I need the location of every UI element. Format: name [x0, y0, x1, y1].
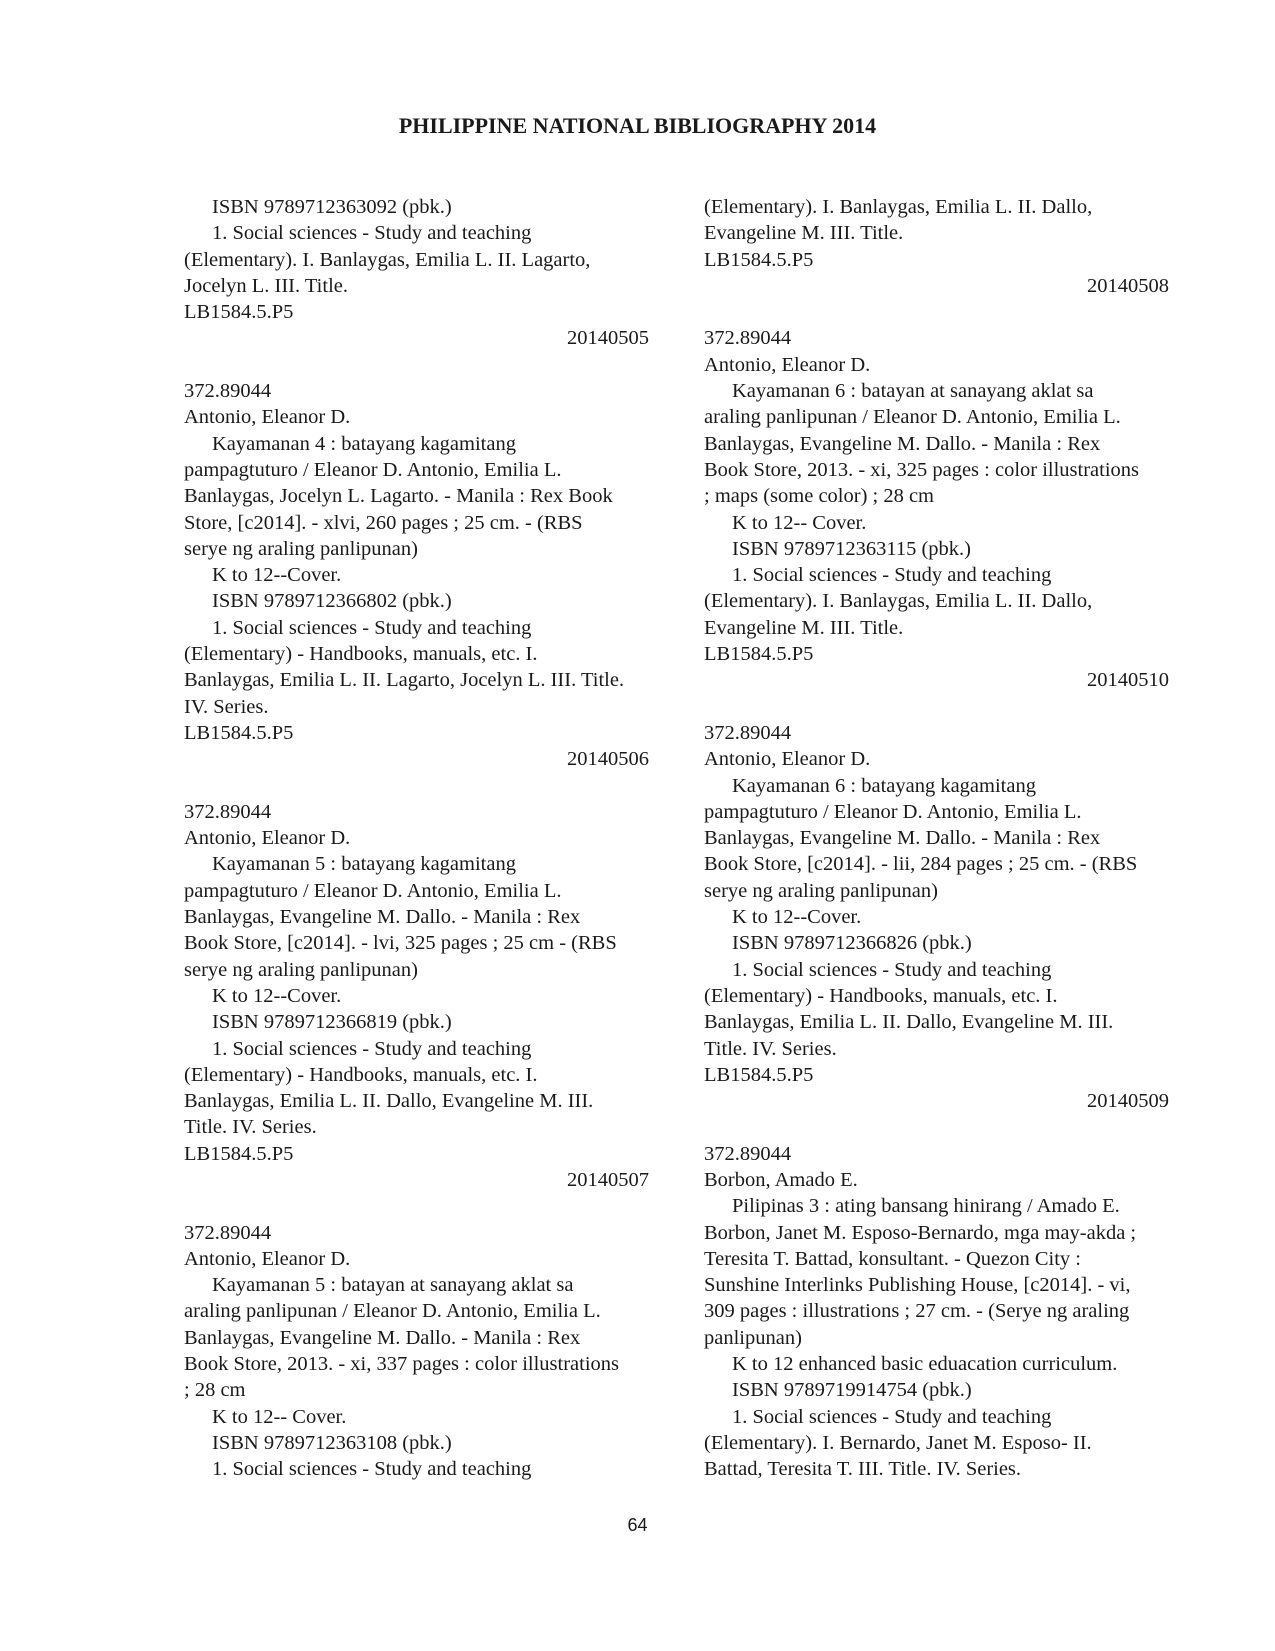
entry-line: Banlaygas, Emilia L. II. Dallo, Evangeline M. III.: [184, 1090, 594, 1113]
entry-line: LB1584.5.P5: [704, 643, 814, 666]
entry-line: Banlaygas, Jocelyn L. Lagarto. - Manila : Rex Book: [184, 485, 613, 508]
entry-line: (Elementary) - Handbooks, manuals, etc. I.: [704, 984, 1058, 1007]
entry-separator: [704, 299, 1174, 325]
entry-line: (Elementary) - Handbooks, manuals, etc. I.: [184, 643, 538, 666]
record-control-number: 20140508: [1087, 274, 1169, 297]
entry-line: (Elementary). I. Bernardo, Janet M. Esposo- II.: [704, 1431, 1092, 1454]
entry-line: Antonio, Eleanor D.: [184, 1247, 351, 1270]
entry-line: araling panlipunan / Eleanor D. Antonio, Emilia L.: [704, 406, 1121, 429]
record-control-number: 20140505: [567, 327, 649, 350]
entry-line: Banlaygas, Emilia L. II. Dallo, Evangeline M. III.: [704, 1011, 1114, 1034]
entry-line: (Elementary). I. Banlaygas, Emilia L. II. Dallo,: [704, 196, 1093, 218]
entry-line: 1. Social sciences - Study and teaching: [212, 222, 532, 245]
entry-line: K to 12--Cover.: [212, 984, 342, 1007]
entry-line: 1. Social sciences - Study and teaching: [732, 564, 1052, 587]
entry-line: LB1584.5.P5: [704, 1063, 814, 1086]
entry-line: K to 12--Cover.: [212, 564, 342, 587]
entry-line: Kayamanan 6 : batayan at sanayang aklat sa: [732, 380, 1094, 403]
entry-line: ISBN 9789712363108 (pbk.): [212, 1431, 452, 1454]
entry-line: pampagtuturo / Eleanor D. Antonio, Emilia L.: [184, 879, 562, 902]
entry-line: 372.89044: [184, 800, 272, 823]
entry-line: 372.89044: [704, 1142, 792, 1165]
entry-separator: [184, 352, 654, 378]
entry-line: Evangeline M. III. Title.: [704, 222, 904, 245]
record-control-number: 20140510: [1087, 669, 1169, 692]
entry-line: LB1584.5.P5: [184, 1142, 294, 1165]
page-number: 64: [627, 1515, 648, 1535]
entry-line: IV. Series.: [184, 695, 269, 718]
entry-line: K to 12--Cover.: [732, 906, 862, 929]
entry-line: Banlaygas, Evangeline M. Dallo. - Manila : Rex: [704, 432, 1101, 455]
entry-line: Borbon, Janet M. Esposo-Bernardo, mga may-akda ;: [704, 1221, 1137, 1244]
entry-line: (Elementary). I. Banlaygas, Emilia L. II. Lagarto,: [184, 248, 591, 271]
entry-line: 372.89044: [184, 380, 272, 403]
entry-line: (Elementary). I. Banlaygas, Emilia L. II. Dallo,: [704, 590, 1093, 613]
entry-line: ; 28 cm: [184, 1379, 246, 1402]
entry-line: Borbon, Amado E.: [704, 1168, 858, 1191]
entry-line: K to 12 enhanced basic eduacation curriculum.: [732, 1353, 1118, 1376]
entry-line: Store, [c2014]. - xlvi, 260 pages ; 25 cm. - (RBS: [184, 511, 583, 534]
entry-line: Evangeline M. III. Title.: [704, 616, 904, 639]
entry-line: K to 12-- Cover.: [732, 511, 867, 534]
entry-line: Kayamanan 5 : batayang kagamitang: [212, 853, 516, 876]
entry-line: ISBN 9789719914754 (pbk.): [732, 1379, 972, 1402]
entry-line: Banlaygas, Evangeline M. Dallo. - Manila : Rex: [704, 827, 1101, 850]
entry-line: ISBN 9789712366802 (pbk.): [212, 590, 452, 613]
entry-line: pampagtuturo / Eleanor D. Antonio, Emilia L.: [704, 800, 1082, 823]
record-control-number: 20140506: [567, 748, 649, 771]
entry-line: ISBN 9789712363115 (pbk.): [732, 537, 971, 560]
entry-line: araling panlipunan / Eleanor D. Antonio, Emilia L.: [184, 1300, 601, 1323]
record-control-number: 20140509: [1087, 1090, 1169, 1113]
entry-line: Sunshine Interlinks Publishing House, [c2014]. - vi,: [704, 1274, 1131, 1297]
entry-line: (Elementary) - Handbooks, manuals, etc. I.: [184, 1063, 538, 1086]
entry-line: LB1584.5.P5: [704, 248, 814, 271]
entry-line: 372.89044: [184, 1221, 272, 1244]
right-column: [704, 194, 1174, 1483]
entry-separator: [704, 1114, 1174, 1140]
entry-line: Kayamanan 6 : batayang kagamitang: [732, 774, 1036, 797]
entry-line: Jocelyn L. III. Title.: [184, 274, 348, 297]
entry-line: ISBN 9789712366819 (pbk.): [212, 1011, 452, 1034]
entry-line: Antonio, Eleanor D.: [184, 827, 351, 850]
entry-line: Banlaygas, Evangeline M. Dallo. - Manila : Rex: [184, 1326, 581, 1349]
entry-line: panlipunan): [704, 1326, 802, 1349]
entry-line: 1. Social sciences - Study and teaching: [212, 1458, 532, 1481]
left-column: [184, 194, 654, 1483]
entry-line: serye ng araling panlipunan): [184, 958, 418, 981]
entry-line: ISBN 9789712363092 (pbk.): [212, 196, 452, 218]
entry-line: LB1584.5.P5: [184, 301, 294, 324]
entry-line: Kayamanan 4 : batayang kagamitang: [212, 432, 516, 455]
entry-line: K to 12-- Cover.: [212, 1405, 347, 1428]
entry-line: 309 pages : illustrations ; 27 cm. - (Serye ng araling: [704, 1300, 1130, 1323]
record-control-number: 20140507: [567, 1168, 649, 1191]
entry-separator: [184, 773, 654, 799]
entry-line: 1. Social sciences - Study and teaching: [212, 616, 532, 639]
entry-line: Teresita T. Battad, konsultant. - Quezon City :: [704, 1247, 1081, 1270]
entry-line: LB1584.5.P5: [184, 721, 294, 744]
entry-line: 1. Social sciences - Study and teaching: [732, 1405, 1052, 1428]
entry-line: Antonio, Eleanor D.: [184, 406, 351, 429]
entry-line: serye ng araling panlipunan): [184, 537, 418, 560]
entry-separator: [704, 694, 1174, 720]
entry-line: 1. Social sciences - Study and teaching: [212, 1037, 532, 1060]
entry-line: Antonio, Eleanor D.: [704, 748, 871, 771]
entry-line: serye ng araling panlipunan): [704, 879, 938, 902]
entry-line: Banlaygas, Emilia L. II. Lagarto, Jocelyn L. III. Title.: [184, 669, 625, 692]
page-header: PHILIPPINE NATIONAL BIBLIOGRAPHY 2014: [398, 113, 877, 138]
entry-line: pampagtuturo / Eleanor D. Antonio, Emilia L.: [184, 458, 562, 481]
entry-line: Battad, Teresita T. III. Title. IV. Series.: [704, 1458, 1022, 1481]
entry-line: Book Store, 2013. - xi, 337 pages : color illustrations: [184, 1353, 620, 1376]
entry-line: ; maps (some color) ; 28 cm: [704, 485, 935, 508]
entry-line: Book Store, [c2014]. - lii, 284 pages ; 25 cm. - (RBS: [704, 853, 1138, 876]
entry-line: Antonio, Eleanor D.: [704, 353, 871, 376]
entry-line: ISBN 9789712366826 (pbk.): [732, 932, 972, 955]
entry-line: 372.89044: [704, 327, 792, 350]
entry-line: Book Store, [c2014]. - lvi, 325 pages ; 25 cm - (RBS: [184, 932, 617, 955]
entry-line: Title. IV. Series.: [704, 1037, 837, 1060]
entry-line: Pilipinas 3 : ating bansang hinirang / Amado E.: [732, 1195, 1120, 1218]
entry-line: Banlaygas, Evangeline M. Dallo. - Manila : Rex: [184, 906, 581, 929]
entry-line: 372.89044: [704, 721, 792, 744]
entry-line: Kayamanan 5 : batayan at sanayang aklat sa: [212, 1274, 574, 1297]
entry-line: Book Store, 2013. - xi, 325 pages : color illustrations: [704, 458, 1140, 481]
entry-line: 1. Social sciences - Study and teaching: [732, 958, 1052, 981]
entry-line: Title. IV. Series.: [184, 1116, 317, 1139]
entry-separator: [184, 1193, 654, 1219]
